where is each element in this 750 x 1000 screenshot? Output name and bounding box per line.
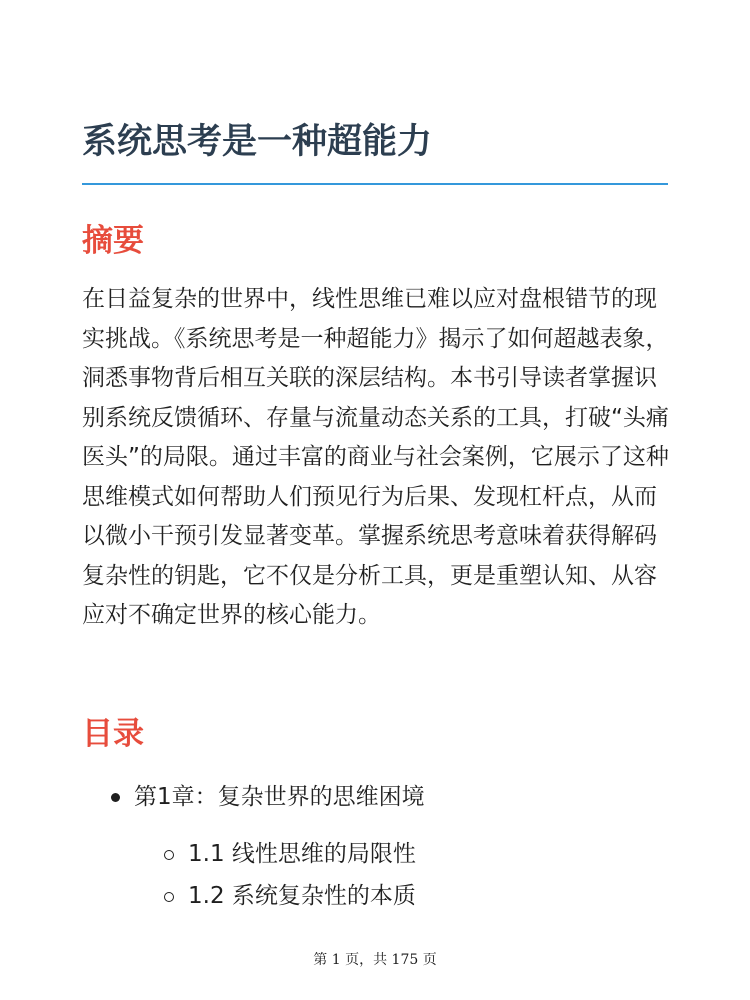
- bullet-circle-icon: [164, 850, 174, 860]
- toc-item-section-1-2[interactable]: 1.2 系统复杂性的本质: [188, 883, 416, 909]
- toc-item-section-1-1[interactable]: 1.1 线性思维的局限性: [188, 841, 416, 867]
- bullet-circle-icon: [164, 892, 174, 902]
- page-number-footer: 第 1 页，共 175 页: [313, 952, 437, 968]
- toc-heading: 目录: [82, 716, 144, 752]
- title-divider: [82, 183, 668, 185]
- bullet-disc-icon: [111, 793, 120, 802]
- summary-heading: 摘要: [82, 223, 144, 259]
- toc-item-chapter-1[interactable]: 第1章：复杂世界的思维困境: [134, 784, 425, 810]
- document-title: 系统思考是一种超能力: [82, 122, 433, 162]
- summary-paragraph: 在日益复杂的世界中，线性思维已难以应对盘根错节的现实挑战。《系统思考是一种超能力》揭示了如何超越表象，洞悉事物背后相互关联的深层结构。本书引导读者掌握识别系统反馈循环、存量与流量动态关系的工具，打破“头痛医头”的局限。通过丰富的商业与社会案例，它展示了这种思维模式如何帮助人们预见行为后果、发现杠杆点，从而以微小干预引发显著变革。掌握系统思考意味着获得解码复杂性的钥匙，它不仅是分析工具，更是重塑认知、从容应对不确定世界的核心能力。: [82, 286, 669, 628]
- document-page: [82, 0, 670, 1000]
